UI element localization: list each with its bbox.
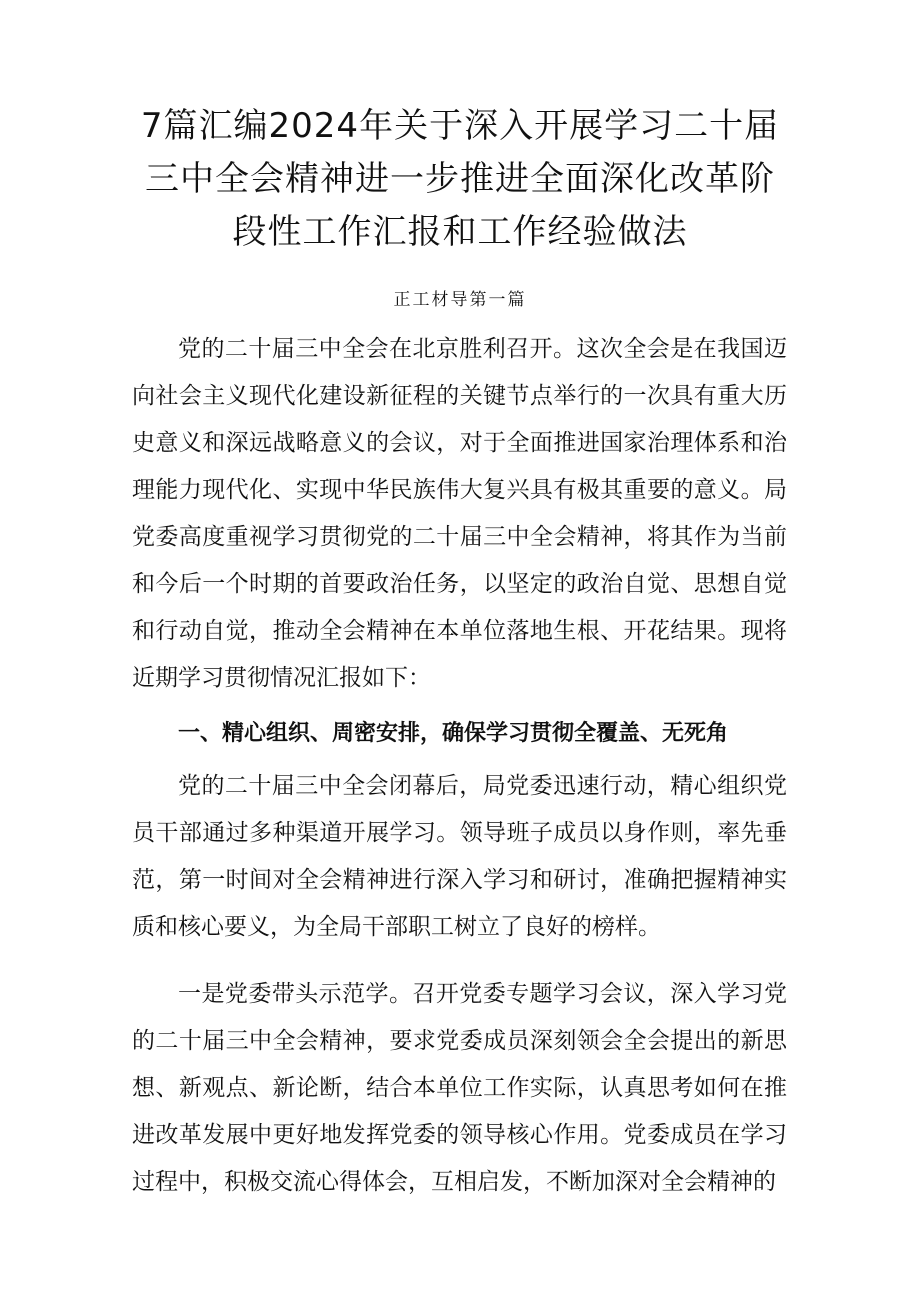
document-subtitle: 正工材导第一篇 [393, 290, 527, 310]
title-line-1: 7篇汇编2024年关于深入开展学习二十届 [140, 106, 780, 146]
paragraph-intro: 党的二十届三中全会在北京胜利召开。这次全会是在我国迈向社会主义现代化建设新征程的关键节点举行的一次具有重大历史意义和深远战略意义的会议，对于全面推进国家治理体系和治理能力现代化、实现中华民族伟大复兴具有极其重要的意义。局党委高度重视学习贯彻党的二十届三中全会精神，将其作为当前和今后一个时期的首要政治任务，以坚定的政治自觉、思想自觉和行动自觉，推动全会精神在本单位落地生根、开花结果。现将近期学习贯彻情况汇报如下： [132, 336, 787, 691]
title-line-3: 段性工作汇报和工作经验做法 [232, 212, 688, 252]
section-body [132, 763, 787, 1206]
paragraph-section-1: 党的二十届三中全会闭幕后，局党委迅速行动，精心组织党员干部通过多种渠道开展学习。领导班子成员以身作则，率先垂范，第一时间对全会精神进行深入学习和研讨，准确把握精神实质和核心要义，为全局干部职工树立了良好的榜样。 [132, 773, 787, 940]
paragraph-section-2: 一是党委带头示范学。召开党委专题学习会议，深入学习党的二十届三中全会精神，要求党委成员深刻领会全会提出的新思想、新观点、新论断，结合本单位工作实际，认真思考如何在推进改革发展中更好地发挥党委的领导核心作用。党委成员在学习过程中，积极交流心得体会，互相启发，不断加深对全会精神的 [132, 981, 787, 1195]
title-line-2: 三中全会精神进一步推进全面深化改革阶 [145, 159, 775, 199]
intro-section [132, 326, 787, 702]
section-heading: 一、精心组织、周密安排，确保学习贯彻全覆盖、无死角 [178, 721, 729, 746]
document-title [110, 100, 810, 259]
